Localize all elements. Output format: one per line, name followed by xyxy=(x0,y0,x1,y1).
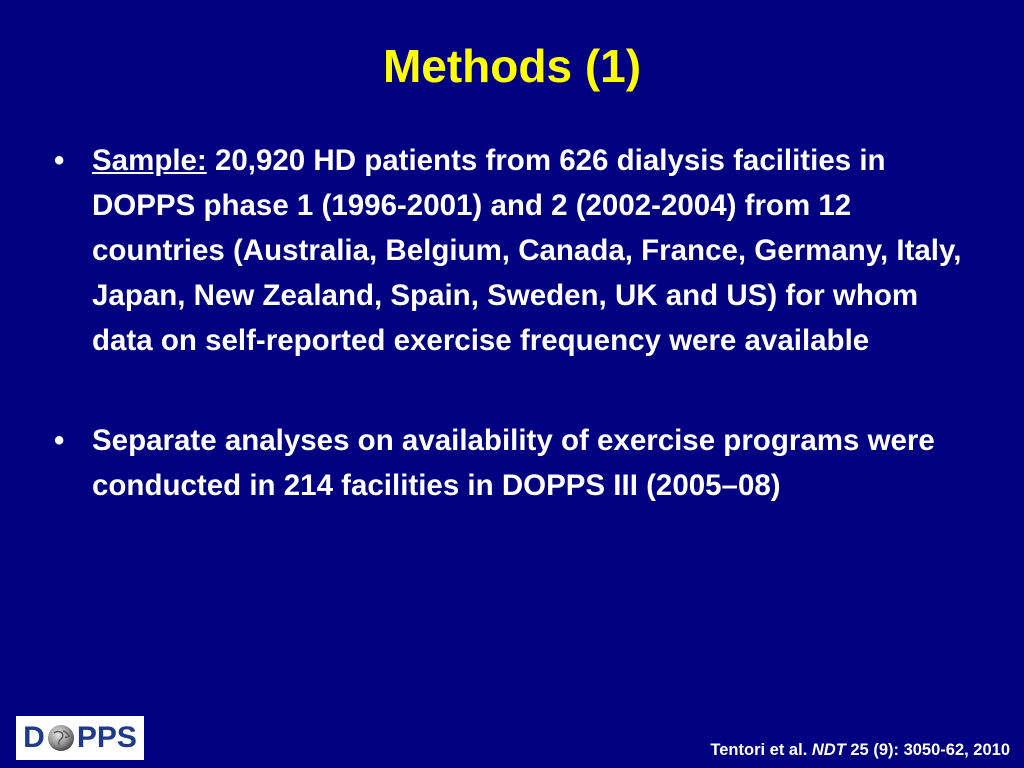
bullet-icon: • xyxy=(54,424,65,457)
bullet-item-analyses xyxy=(48,418,978,508)
slide-title: Methods (1) xyxy=(382,40,642,92)
logo-text-left: D xyxy=(23,721,45,754)
bullet-label: Sample: xyxy=(92,144,207,177)
bullet-list xyxy=(48,138,978,508)
logo-text-right: PPS xyxy=(76,721,137,754)
bullet-item-sample xyxy=(48,138,978,363)
citation-details: 25 (9): 3050-62, 2010 xyxy=(845,741,1010,759)
citation xyxy=(710,741,1010,760)
citation-authors: Tentori et al. xyxy=(710,741,812,759)
citation-journal: NDT xyxy=(811,741,846,759)
globe-icon xyxy=(46,723,76,753)
bullet-text: 20,920 HD patients from 626 dialysis facilities in DOPPS phase 1 (1996-2001) and 2 (2002-2004) from 12 countries (Australia, Belgium, Canada, France, Germany, Italy, Japan, New Zealand, Spain, Sweden, UK and US) for whom data on self-reported exercise frequency were available xyxy=(92,144,962,357)
dopps-logo xyxy=(16,716,144,760)
bullet-text: Separate analyses on availability of exercise programs were conducted in 214 facilities in DOPPS III (2005–08) xyxy=(92,424,935,502)
bullet-icon: • xyxy=(54,144,65,177)
